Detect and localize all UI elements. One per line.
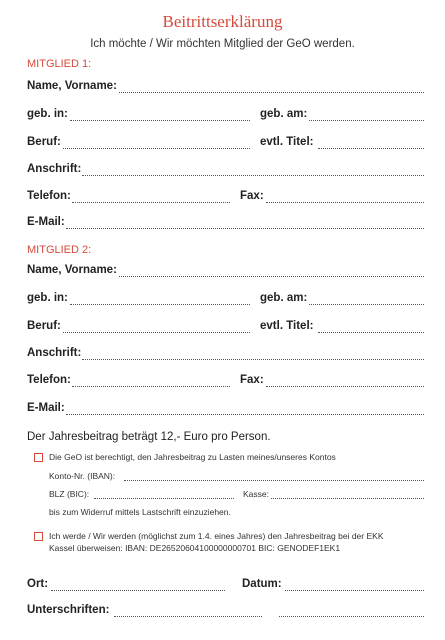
- member1-birthdate-field[interactable]: [309, 120, 424, 121]
- member2-job-label: Beruf:: [27, 320, 61, 332]
- transfer-checkbox[interactable]: [34, 532, 43, 541]
- member1-job-label: Beruf:: [27, 136, 61, 148]
- member2-name-label: Name, Vorname:: [27, 264, 117, 276]
- member2-birthdate-field[interactable]: [309, 304, 424, 305]
- member1-title-label: evtl. Titel:: [260, 136, 314, 148]
- member1-address-field[interactable]: [82, 175, 424, 176]
- member2-phone-field[interactable]: [72, 386, 230, 387]
- member1-job-field[interactable]: [63, 148, 250, 149]
- bic-label: BLZ (BIC):: [49, 489, 90, 499]
- transfer-text-line1: Ich werde / Wir werden (möglichst zum 1.4. eines Jahres) den Jahresbeitrag bei der EKK: [49, 531, 384, 541]
- bic-field[interactable]: [94, 498, 234, 499]
- signatures-label: Unterschriften:: [27, 604, 110, 616]
- member2-birthplace-field[interactable]: [70, 304, 250, 305]
- member2-title-field[interactable]: [318, 332, 424, 333]
- form-subtitle: Ich möchte / Wir möchten Mitglied der GeO werden.: [90, 38, 355, 50]
- member1-title-field[interactable]: [318, 148, 424, 149]
- member1-email-label: E-Mail:: [27, 216, 65, 228]
- bank-label: Kasse:: [243, 489, 269, 499]
- form-title: Beitrittserklärung: [162, 12, 283, 31]
- revocation-text: bis zum Widerruf mittels Lastschrift einzuziehen.: [49, 507, 231, 517]
- member2-title-label: evtl. Titel:: [260, 320, 314, 332]
- debit-checkbox[interactable]: [34, 453, 43, 462]
- member2-address-label: Anschrift:: [27, 347, 82, 359]
- member1-birthdate-label: geb. am:: [260, 108, 308, 120]
- place-field[interactable]: [51, 590, 225, 591]
- date-field[interactable]: [285, 590, 424, 591]
- member2-email-field[interactable]: [66, 414, 424, 415]
- transfer-text-line2: Kassel überweisen: IBAN: DE26520604100000000701 BIC: GENODEF1EK1: [49, 543, 341, 553]
- member2-fax-field[interactable]: [266, 386, 424, 387]
- member1-fax-label: Fax:: [240, 190, 264, 202]
- signature1-field[interactable]: [114, 616, 262, 617]
- member1-name-field[interactable]: [119, 92, 424, 93]
- fee-text: Der Jahresbeitrag beträgt 12,- Euro pro Person.: [27, 431, 271, 443]
- member2-phone-label: Telefon:: [27, 374, 71, 386]
- member2-name-field[interactable]: [119, 276, 424, 277]
- place-label: Ort:: [27, 578, 49, 590]
- member2-address-field[interactable]: [82, 359, 424, 360]
- iban-label: Konto-Nr. (IBAN):: [49, 471, 116, 481]
- member1-birthplace-label: geb. in:: [27, 108, 68, 120]
- iban-field[interactable]: [124, 480, 424, 481]
- member2-birthdate-label: geb. am:: [260, 292, 308, 304]
- date-label: Datum:: [242, 578, 282, 590]
- member1-name-label: Name, Vorname:: [27, 80, 117, 92]
- member2-fax-label: Fax:: [240, 374, 264, 386]
- member1-phone-label: Telefon:: [27, 190, 71, 202]
- member2-heading: MITGLIED 2:: [27, 244, 92, 256]
- member2-email-label: E-Mail:: [27, 402, 65, 414]
- bank-field[interactable]: [271, 498, 424, 499]
- member1-birthplace-field[interactable]: [70, 120, 250, 121]
- member2-birthplace-label: geb. in:: [27, 292, 68, 304]
- member2-job-field[interactable]: [63, 332, 250, 333]
- member1-fax-field[interactable]: [266, 202, 424, 203]
- member1-heading: MITGLIED 1:: [27, 58, 92, 70]
- debit-text: Die GeO ist berechtigt, den Jahresbeitrag zu Lasten meines/unseres Kontos: [49, 452, 336, 462]
- member1-email-field[interactable]: [66, 228, 424, 229]
- member1-phone-field[interactable]: [72, 202, 230, 203]
- signature2-field[interactable]: [279, 616, 424, 617]
- member1-address-label: Anschrift:: [27, 163, 82, 175]
